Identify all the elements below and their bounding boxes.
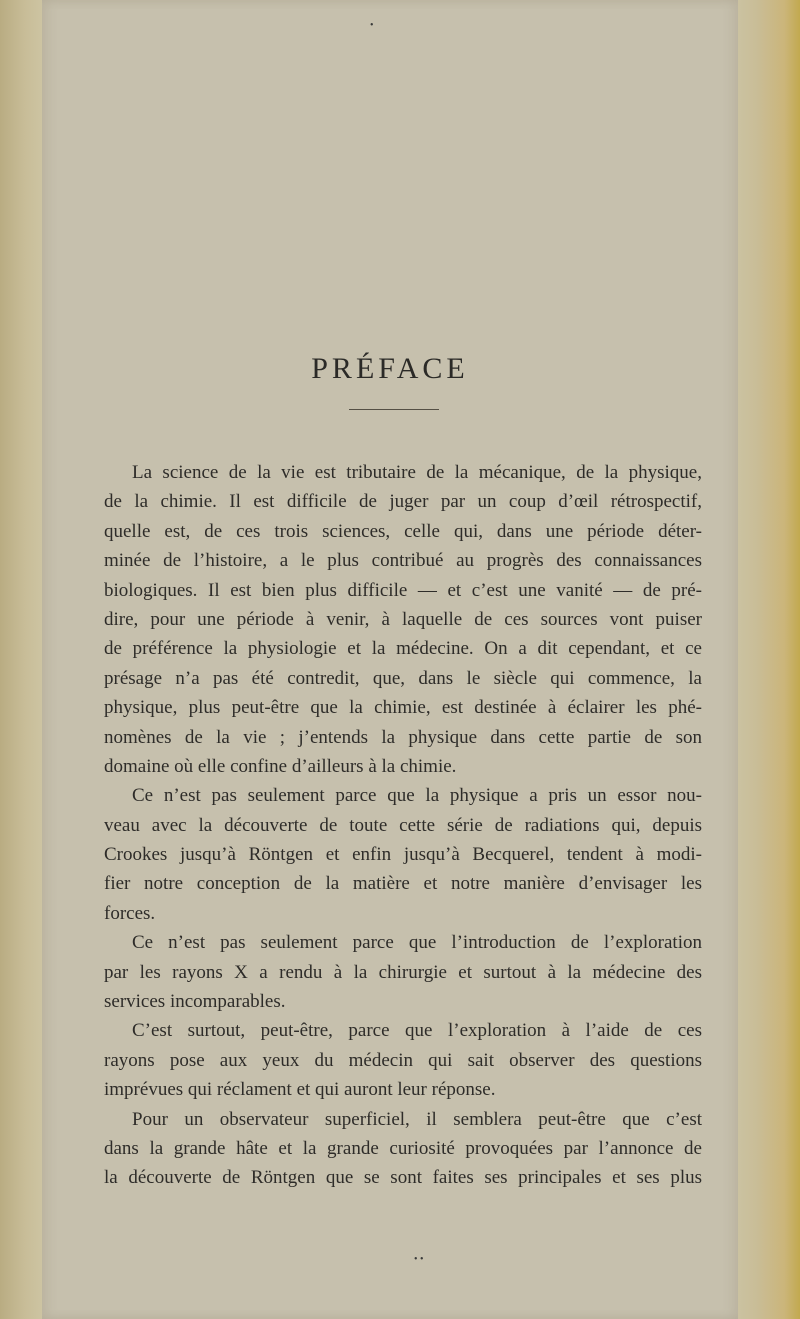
- text-line: domaine où elle confine d’ailleurs à la chimie.: [104, 755, 457, 777]
- text-line: biologiques. Il est bien plus difficile — et c’est une vanité — de pré-: [104, 579, 702, 601]
- page-title: PRÉFACE: [311, 352, 469, 385]
- text-line: imprévues qui réclament et qui auront leur réponse.: [104, 1079, 496, 1101]
- title-rule: [349, 409, 439, 410]
- text-line: de la chimie. Il est difficile de juger par un coup d’œil rétrospectif,: [104, 491, 702, 513]
- text-line: dire, pour une période à venir, à laquelle de ces sources vont puiser: [104, 608, 702, 630]
- text-line: fier notre conception de la matière et notre manière d’envisager les: [104, 873, 702, 895]
- text-line: La science de la vie est tributaire de la mécanique, de la physique,: [132, 462, 702, 483]
- text-line: Ce n’est pas seulement parce que l’introduction de l’exploration: [132, 932, 702, 954]
- text-line: veau avec la découverte de toute cette série de radiations qui, depuis: [104, 814, 702, 836]
- text-line: quelle est, de ces trois sciences, celle qui, dans une période déter-: [104, 520, 702, 542]
- text-line: Crookes jusqu’à Röntgen et enfin jusqu’à Becquerel, tendent à modi-: [104, 844, 702, 866]
- preface-body: [104, 458, 702, 1193]
- text-line: nomènes de la vie ; j’entends la physique dans cette partie de son: [104, 726, 702, 748]
- text-line: forces.: [104, 902, 156, 924]
- text-line: dans la grande hâte et la grande curiosité provoquées par l’annonce de: [104, 1137, 702, 1159]
- text-line: par les rayons X a rendu à la chirurgie et surtout à la médecine des: [104, 961, 702, 983]
- text-line: Ce n’est pas seulement parce que la physique a pris un essor nou-: [132, 785, 702, 807]
- text-line: minée de l’histoire, a le plus contribué au progrès des connaissances: [104, 550, 702, 572]
- text-line: C’est surtout, peut-être, parce que l’exploration à l’aide de ces: [132, 1020, 702, 1042]
- text-line: Pour un observateur superficiel, il semblera peut-être que c’est: [132, 1108, 702, 1130]
- text-line: physique, plus peut-être que la chimie, est destinée à éclairer les phé-: [104, 697, 702, 719]
- ink-speck: • •: [414, 1254, 424, 1265]
- page-right-margin: [738, 0, 800, 1319]
- text-line: la découverte de Röntgen que se sont faites ses principales et ses plus: [104, 1167, 702, 1189]
- book-page: [42, 0, 738, 1319]
- text-line: présage n’a pas été contredit, que, dans le siècle qui commence, la: [104, 667, 702, 689]
- text-line: services incomparables.: [104, 991, 286, 1013]
- page-left-margin: [0, 0, 42, 1319]
- text-line: rayons pose aux yeux du médecin qui sait observer des questions: [104, 1049, 702, 1071]
- text-line: de préférence la physiologie et la médecine. On a dit cependant, et ce: [104, 638, 702, 660]
- ink-speck: •: [370, 20, 374, 31]
